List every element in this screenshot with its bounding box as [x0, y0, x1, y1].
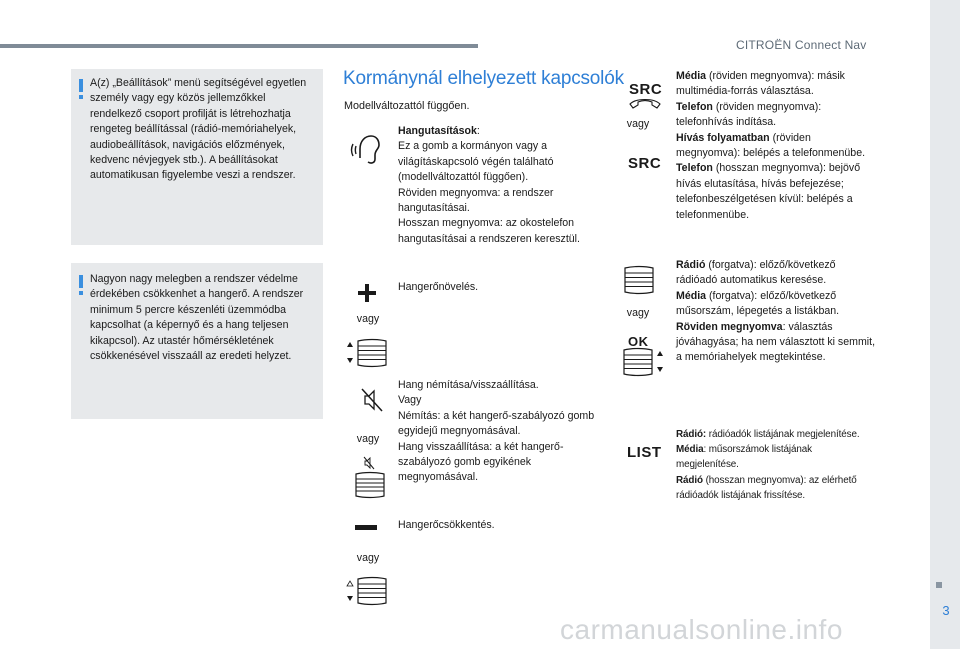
ok-button-label: OK: [628, 334, 649, 349]
section-intro: Modellváltozattól függően.: [344, 100, 470, 112]
mute-icon: [361, 387, 383, 413]
watermark: carmanualsonline.info: [560, 614, 843, 645]
mute-description: Hang némítása/visszaállítása. Vagy Némítás: a két hangerő-szabályozó gomb egyidejű megnyomásával. Hang visszaállítása: a két hangerő-szabályozó gomb egyikének megnyomásával.: [398, 379, 595, 484]
src-phone-term: Telefon: [676, 100, 713, 113]
page-bullet: [936, 582, 942, 588]
volume-down-description: Hangerőcsökkentés.: [398, 519, 495, 531]
voice-command-icon: [351, 131, 385, 165]
ok-radio-term: Rádió: [676, 259, 706, 271]
info-note-text: Nagyon nagy melegben a rendszer védelme érdekében csökkenhet a hangerő. A rendszer minimum 5 percre készenléti üzemmódba kapcsolhat (a képernyő és a hang teljesen kikapcsol). Az utastér hőmérsékletének csökkenésével visszaáll az eredeti helyzet.: [90, 273, 304, 363]
or-label: vagy: [356, 313, 380, 325]
or-label: vagy: [356, 433, 380, 445]
ok-media-text: (forgatva): előző/következő műsorszám, lépegetés a listákban.: [676, 289, 840, 318]
voice-command-description: [398, 124, 598, 247]
or-label: vagy: [356, 552, 380, 564]
thumbwheel-icon: [354, 472, 386, 498]
thumbwheel-down-icon: [346, 577, 388, 605]
list-button-label: LIST: [627, 444, 662, 461]
ok-short-text: : választás jóváhagyása; ha nem választott ki semmit, a memóriahelyek megtekintése.: [676, 320, 876, 364]
thumbwheel-icon: [623, 266, 655, 294]
ok-short-term: Röviden megnyomva: [676, 320, 783, 333]
page-number: 3: [942, 603, 950, 618]
src-button-label-alt: SRC: [628, 155, 662, 172]
header-brand: CITROËN Connect Nav: [736, 38, 867, 52]
src-button-label: SRC: [629, 81, 663, 98]
minus-icon: [355, 525, 377, 531]
list-description: [676, 427, 876, 503]
info-note-text: A(z) „Beállítások” menü segítségével egyetlen személy vagy egy közös jellemzőkkel rendelkező csoport profilját is létrehozhatja rengeteg beállítással (rádió-memóriahelyek, audiobeállítások, navigációs előzmények, kedvenc névjegyek stb.). A beállításokat automatikusan figyelembe veszi a rendszer.: [90, 77, 307, 182]
volume-up-description: Hangerőnövelés.: [398, 281, 479, 293]
src-media-term: Média: [676, 70, 707, 82]
ok-description: [676, 258, 876, 366]
list-radio-text: rádióadók listájának megjelenítése.: [706, 429, 860, 440]
list-radio-long-text: (hosszan megnyomva): az elérhető rádióadók listájának frissítése.: [676, 474, 857, 501]
src-call-term: Hívás folyamatban: [676, 131, 770, 144]
thumbwheel-updown-icon: [622, 348, 666, 376]
voice-command-term: Hangutasítások: [398, 125, 477, 137]
src-phone-long-text: (hosszan megnyomva): bejövő hívás elutasítása, hívás befejezése; telefonbeszélgetésen kívül: belépés a telefonmenübe.: [676, 162, 861, 221]
plus-icon: [358, 284, 376, 302]
list-media-term: Média: [676, 444, 704, 456]
info-note-settings: [71, 69, 323, 245]
voice-command-text: : Ez a gomb a kormányon vagy a világításkapcsoló végén található (modellváltozattól függően). Röviden megnyomva: a rendszer hangutasításai. Hosszan megnyomva: az okostelefon hangutasításai a rendszeren keresztül.: [398, 125, 580, 245]
ok-media-term: Média: [676, 289, 707, 302]
section-title: Kormánynál elhelyezett kapcsolók: [343, 68, 624, 89]
list-media-text: : műsorszámok listájának megjelenítése.: [676, 444, 812, 471]
src-phone-long-term: Telefon: [676, 162, 713, 175]
phone-hangup-icon: [628, 96, 662, 110]
info-icon: [79, 79, 83, 92]
mute-small-icon: [363, 456, 375, 470]
src-call-text: (röviden megnyomva): belépés a telefonmenübe.: [676, 131, 866, 160]
thumbwheel-updown-icon: [346, 338, 388, 368]
list-radio-long-term: Rádió: [676, 474, 703, 486]
or-label: vagy: [626, 307, 650, 319]
list-radio-term: Rádió:: [676, 429, 707, 440]
page-margin-bar: [930, 0, 960, 649]
info-icon: [79, 275, 83, 288]
or-label: vagy: [626, 118, 650, 130]
ok-radio-text: (forgatva): előző/következő rádióadó automatikus keresése.: [676, 259, 836, 287]
src-phone-text: (röviden megnyomva): telefonhívás indítása.: [676, 100, 822, 129]
info-note-temperature: [71, 263, 323, 419]
src-description: [676, 69, 876, 223]
src-media-text: (röviden megnyomva): másik multimédia-forrás választása.: [676, 70, 845, 98]
header-rule: [0, 44, 478, 48]
